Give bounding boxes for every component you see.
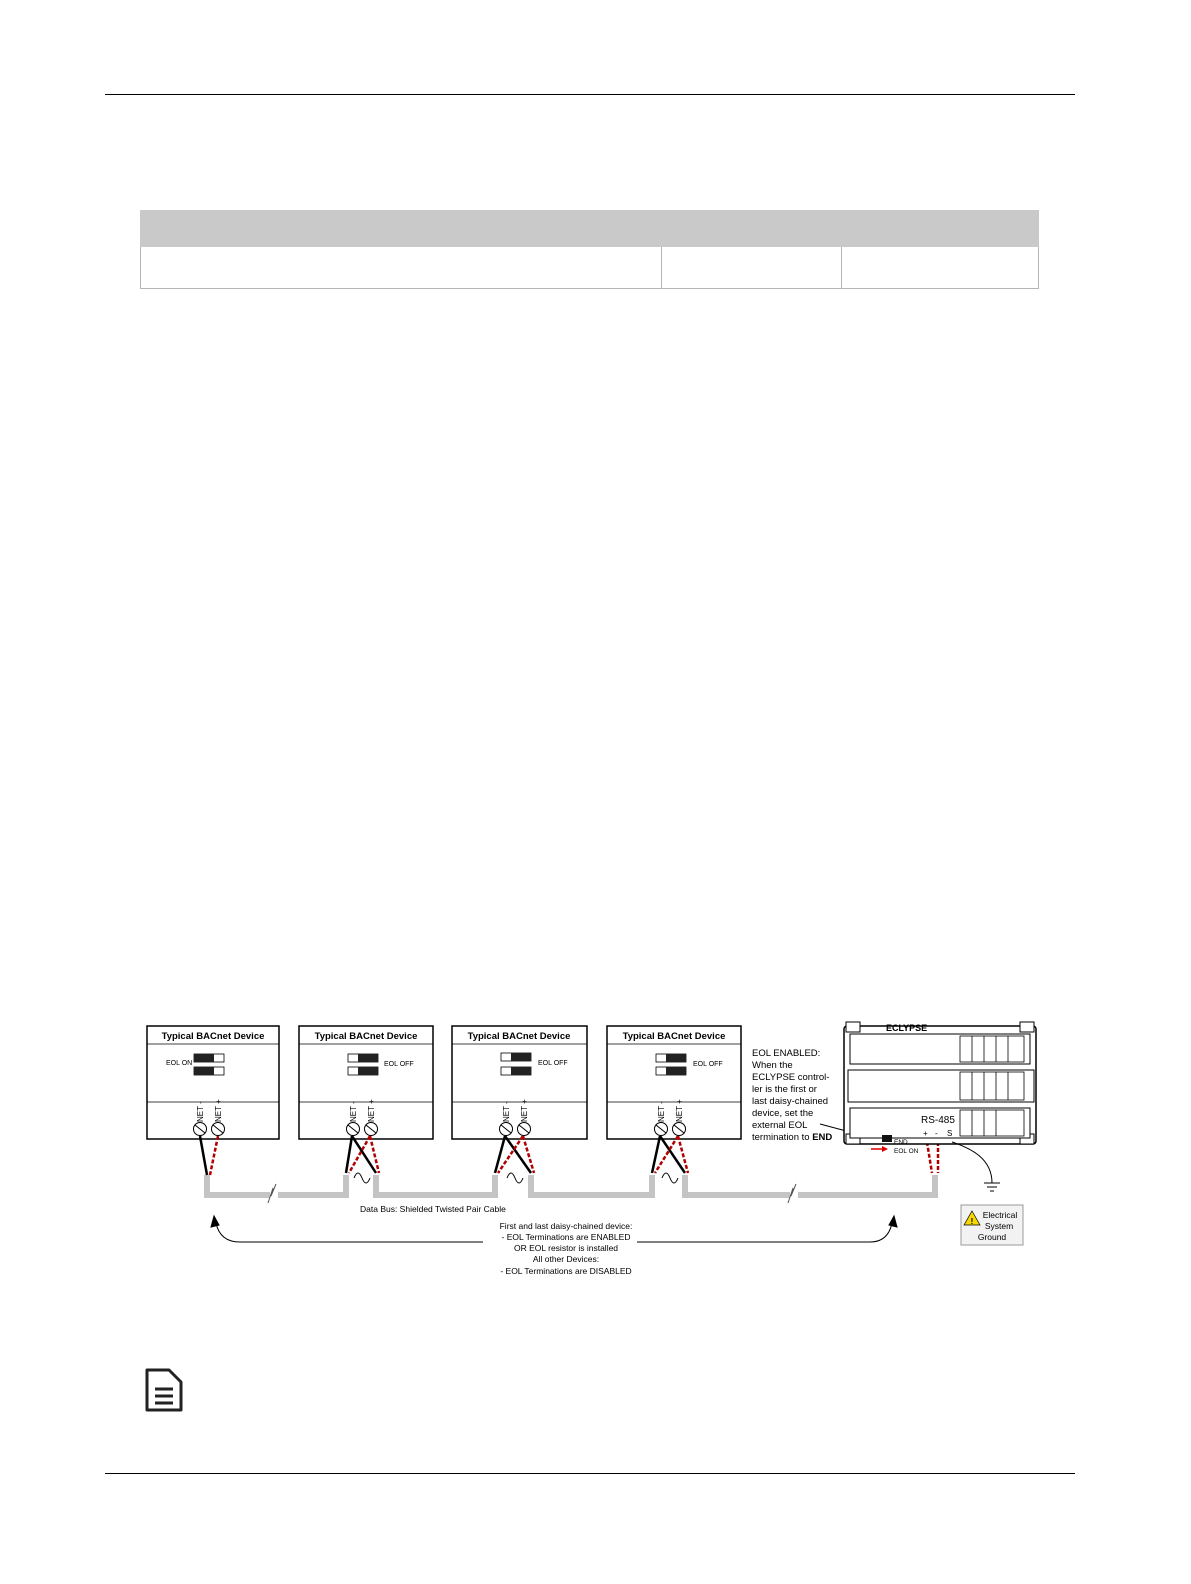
net-plus-label: NET +: [675, 1099, 684, 1122]
net-minus-label: NET -: [502, 1101, 511, 1122]
header-rule: [105, 94, 1075, 95]
mount-tab: [846, 1022, 860, 1032]
rules-note-line: OR EOL resistor is installed: [513, 1243, 619, 1253]
cable-segment: [531, 1175, 652, 1195]
shield-drain-loop: [354, 1173, 678, 1183]
jumper-cap: [194, 1067, 214, 1075]
rules-note-line: - EOL Terminations are DISABLED: [500, 1266, 632, 1276]
eclypse-controller: [844, 1022, 1036, 1155]
controller-module: [850, 1034, 1030, 1064]
bacnet-device-4: [607, 1026, 741, 1139]
device-title: Typical BACnet Device: [467, 1031, 571, 1042]
jumper-cap: [666, 1054, 686, 1062]
rs485-label: RS-485: [921, 1115, 955, 1126]
jumper-cap: [666, 1067, 686, 1075]
device-title: Typical BACnet Device: [622, 1031, 726, 1042]
cable-segment: [278, 1175, 346, 1195]
ground-symbol-icon: [984, 1183, 1000, 1191]
bacnet-device-3: [452, 1026, 587, 1139]
eol-note-bold: END: [812, 1132, 833, 1143]
eol-note-line: last daisy-chained: [752, 1096, 829, 1107]
terminal-plus-label: +: [923, 1129, 928, 1138]
bacnet-wiring-diagram: [140, 1018, 1040, 1280]
net-minus-label: NET -: [349, 1101, 358, 1122]
table-row: [140, 247, 1039, 289]
ground-label-line: Electrical: [982, 1210, 1018, 1220]
eol-note-prefix: termination to: [752, 1132, 813, 1143]
device-title: Typical BACnet Device: [314, 1031, 418, 1042]
net-plus-label: NET +: [214, 1099, 223, 1122]
controller-name: ECLYPSE: [886, 1023, 928, 1033]
switch-end-label: END: [894, 1139, 908, 1146]
net-minus-label: NET -: [657, 1101, 666, 1122]
table-cell-divider: [661, 247, 662, 288]
device-title: Typical BACnet Device: [161, 1031, 265, 1042]
eol-note-line: ler is the first or: [752, 1084, 817, 1095]
table-cell-divider: [841, 247, 842, 288]
svg-text:!: !: [970, 1217, 974, 1226]
device-housing: [147, 1026, 279, 1139]
cable-segment: [685, 1175, 790, 1195]
jumper-cap: [358, 1054, 378, 1062]
table-header: [140, 210, 1039, 247]
bacnet-device-2: [299, 1026, 433, 1139]
eol-note-line: external EOL: [752, 1120, 808, 1131]
shielded-cable: [207, 1175, 935, 1195]
cable-segment: [798, 1175, 935, 1195]
eol-rules-note: [500, 1221, 633, 1276]
eol-label: EOL ON: [166, 1060, 193, 1067]
eol-label: EOL OFF: [538, 1060, 568, 1067]
red-arrow-icon: [871, 1146, 888, 1152]
eol-note-line: When the: [752, 1060, 793, 1071]
device-housing: [299, 1026, 433, 1139]
eol-label: EOL OFF: [693, 1061, 723, 1068]
jumper-cap: [194, 1054, 214, 1062]
net-minus-label: NET -: [196, 1101, 205, 1122]
cable-segment: [207, 1175, 270, 1195]
ground-label-line: System: [984, 1221, 1014, 1231]
switch-eol-on-label: EOL ON: [894, 1148, 919, 1155]
jumper-cap: [358, 1067, 378, 1075]
eol-enabled-note: [752, 1048, 832, 1143]
document-note-icon: [145, 1368, 183, 1412]
eol-note-line: device, set the: [752, 1108, 814, 1119]
eol-switch: [882, 1135, 892, 1142]
jumper-cap: [511, 1067, 531, 1075]
eol-label: EOL OFF: [384, 1061, 414, 1068]
device-housing: [607, 1026, 741, 1139]
cable-segment: [376, 1175, 495, 1195]
net-plus-label: NET +: [520, 1099, 529, 1122]
bacnet-device-1: [147, 1026, 279, 1139]
net-plus-label: NET +: [367, 1099, 376, 1122]
rules-note-line: All other Devices:: [532, 1254, 600, 1264]
eol-note-line: ECLYPSE control-: [752, 1072, 830, 1083]
eol-note-line: EOL ENABLED:: [752, 1048, 821, 1059]
terminal-shield-label: S: [947, 1129, 953, 1138]
data-bus-label: Data Bus: Shielded Twisted Pair Cable: [360, 1204, 506, 1214]
rules-note-line: - EOL Terminations are ENABLED: [501, 1232, 631, 1242]
mount-tab: [1020, 1022, 1034, 1032]
eol-note-line: [752, 1132, 832, 1143]
ground-wire: [952, 1142, 992, 1183]
ground-label-line: Ground: [977, 1232, 1007, 1242]
controller-module: [848, 1070, 1034, 1102]
jumper-cap: [511, 1053, 531, 1061]
terminal-minus-label: -: [935, 1129, 938, 1138]
footer-rule: [105, 1473, 1075, 1474]
rules-note-line: First and last daisy-chained device:: [499, 1221, 633, 1231]
